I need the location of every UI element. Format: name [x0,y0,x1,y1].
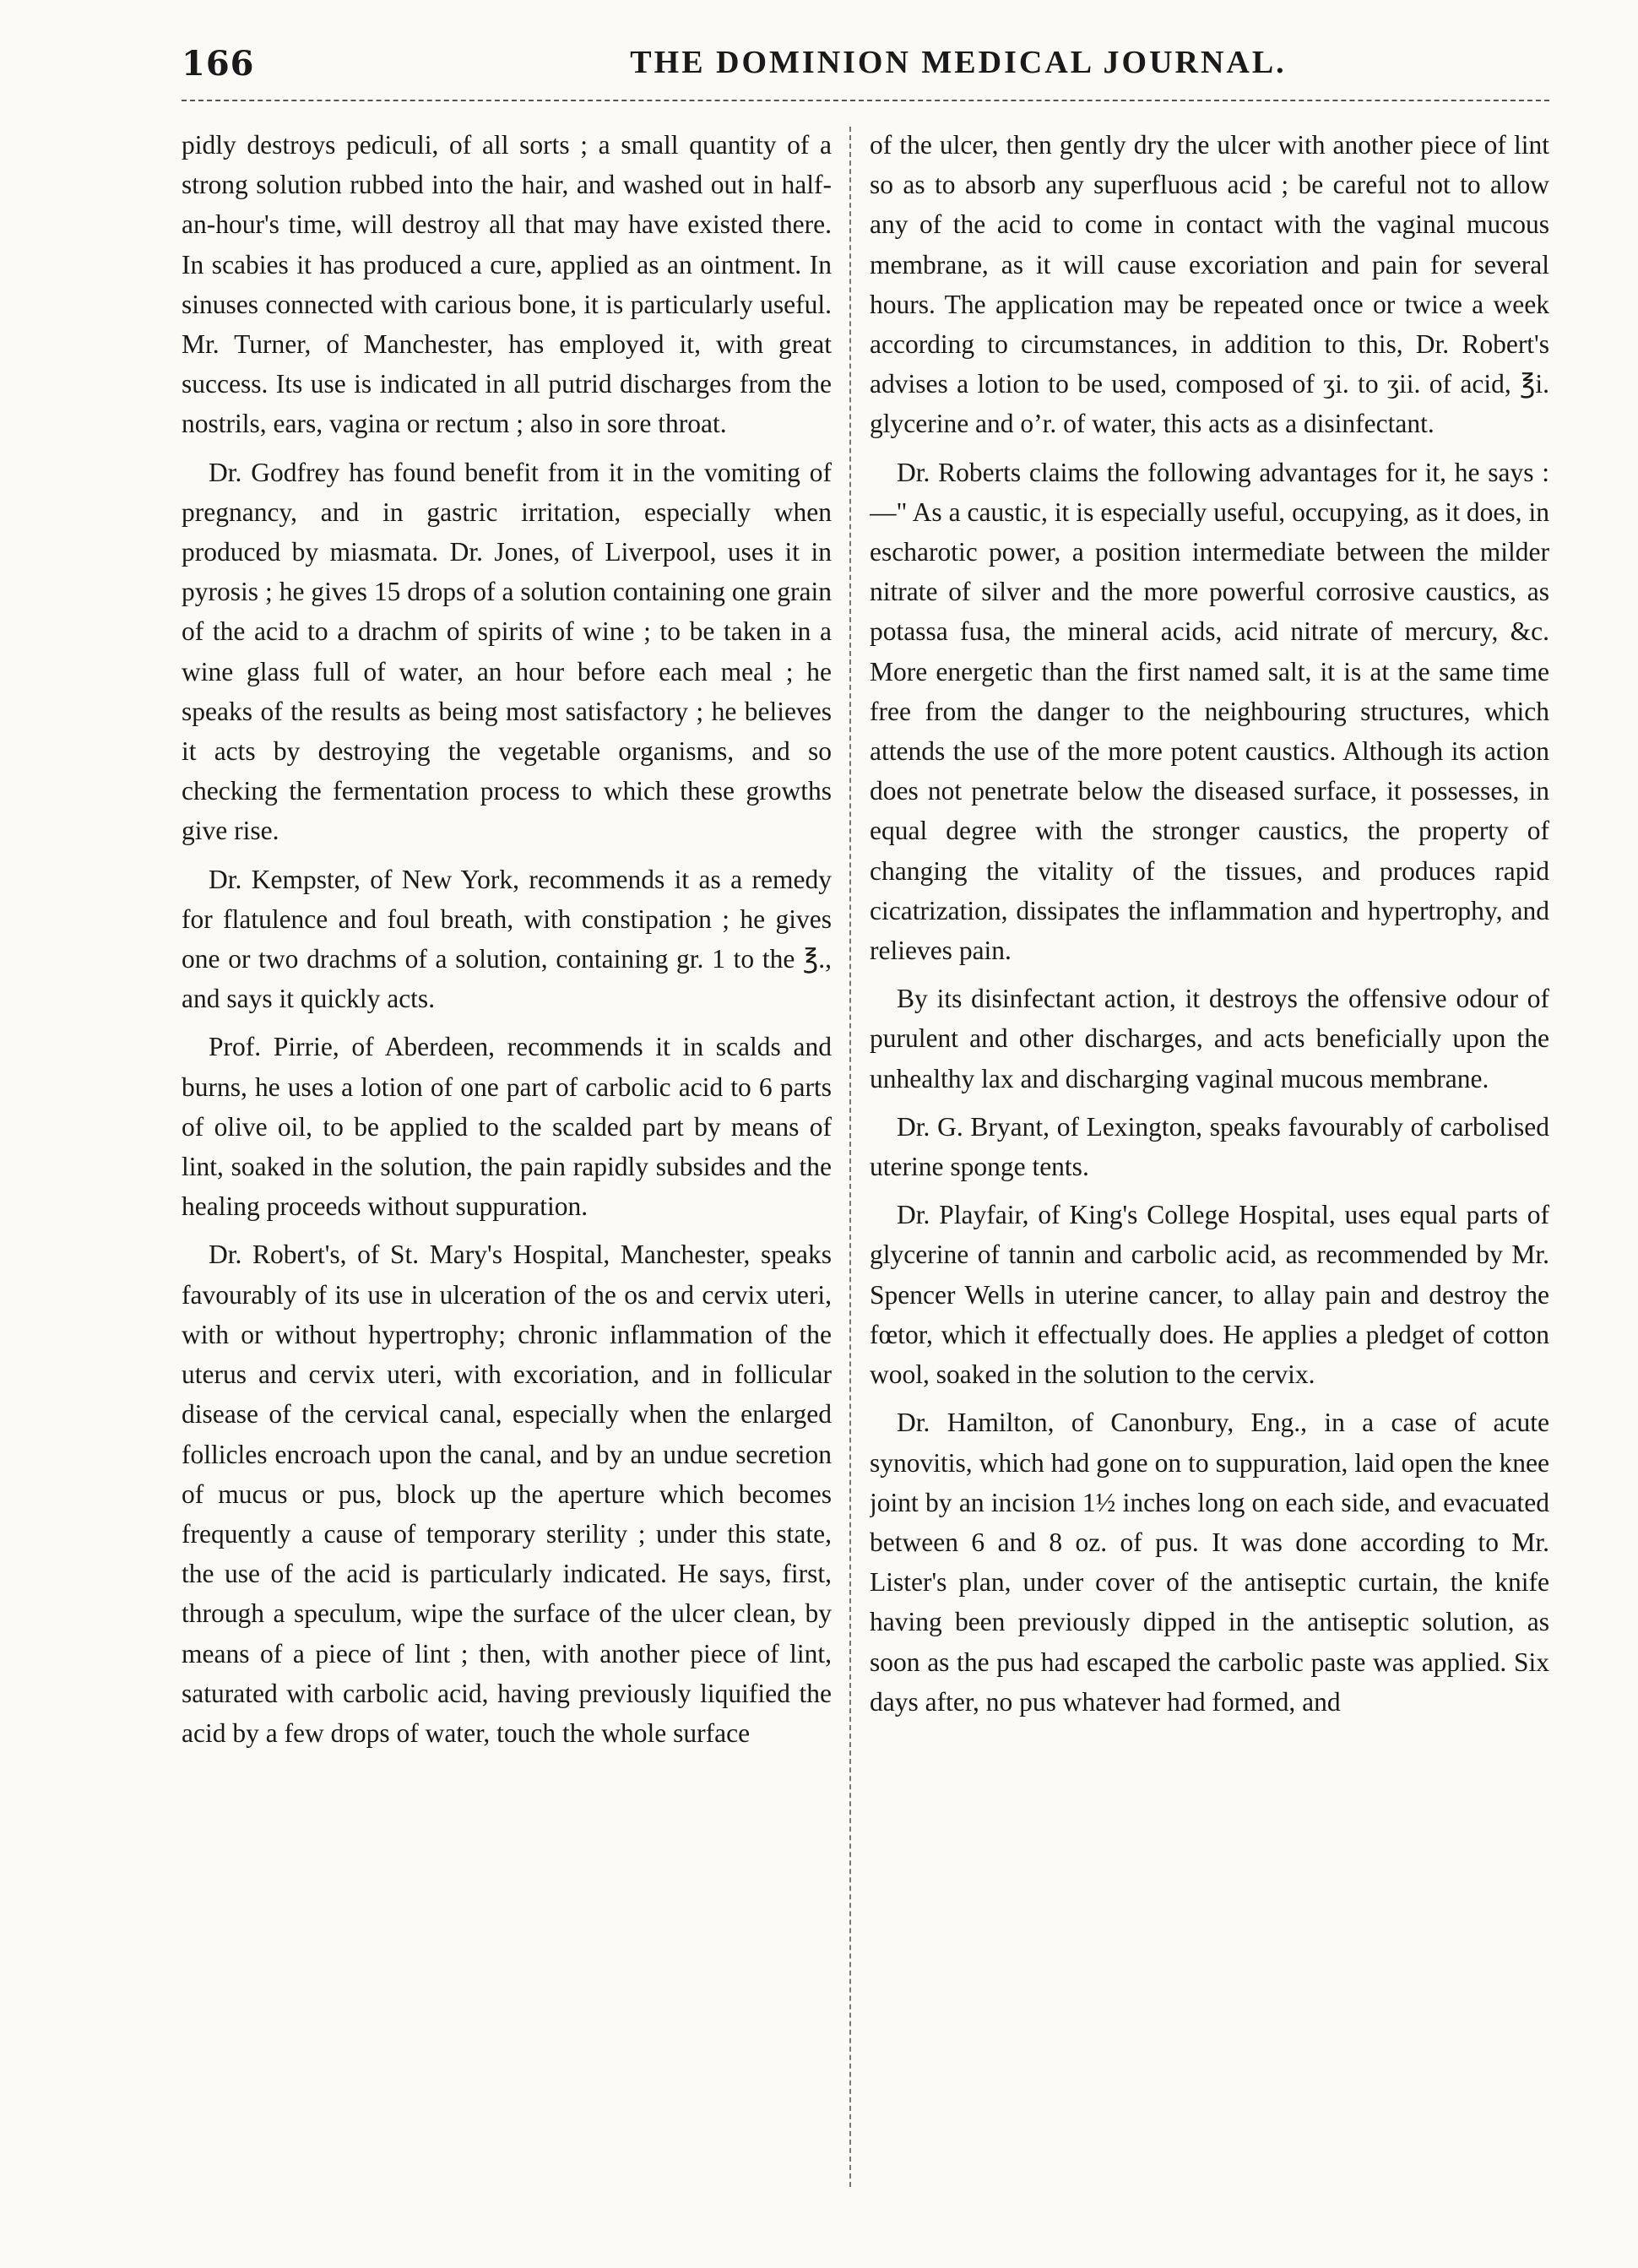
running-title: THE DOMINION MEDICAL JOURNAL. [630,45,1287,80]
paragraph: Dr. Hamilton, of Canonbury, Eng., in a case of acute synovitis, which had gone on to suppuration, laid open the knee joint by an incision 1½ inches long on each side, and evacuated between 6 and 8 oz. of pus. It was done according to Mr. Lister's plan, under cover of the antiseptic curtain, the knife having been previously dipped in the antiseptic solution, as soon as the pus had escaped the carbolic paste was applied. Six days after, no pus whatever had formed, and [870,1408,1549,1717]
paragraph: By its disinfectant action, it destroys the offensive odour of purulent and other discharges, and acts beneficially upon the unhealthy lax and discharging vaginal mucous membrane. [870,984,1549,1093]
page-number: 166 [182,44,255,84]
header-rule [182,100,1549,101]
column-divider [849,127,851,2187]
paragraph: Dr. Robert's, of St. Mary's Hospital, Manchester, speaks favourably of its use in ulceration of the os and cervix uteri, with or without hypertrophy; chronic inflammation of the uterus and cervix uteri, with excoriation, and in follicular disease of the cervical canal, especially when the enlarged follicles encroach upon the canal, and by an undue secretion of mucus or pus, block up the aperture which becomes frequently a cause of temporary sterility ; under this state, the use of the acid is particularly indicated. He says, first, through a speculum, wipe the surface of the ulcer clean, by means of a piece of lint ; then, with another piece of lint, saturated with carbolic acid, having previously liquified the acid by a few drops of water, touch the whole surface [182,1240,832,1748]
paragraph: Dr. Kempster, of New York, recommends it as a remedy for flatulence and foul breath, with constipation ; he gives one or two drachms of a solution, containing gr. 1 to the ℥., and says it quickly acts. [182,864,832,1014]
paragraph: Dr. Roberts claims the following advantages for it, he says :—" As a caustic, it is especially useful, occupying, as it does, in escharotic power, a position intermediate between the milder nitrate of silver and the more powerful corrosive caustics, as potassa fusa, the mineral acids, acid nitrate of mercury, &c. More energetic than the first named salt, it is at the same time free from the danger to the neighbouring structures, which attends the use of the more potent caustics. Although its action does not penetrate below the diseased surface, it possesses, in equal degree with the stronger caustics, the property of changing the vitality of the tissues, and produces rapid cicatrization, dissipates the inflammation and hypertrophy, and relieves pain. [870,457,1549,966]
paragraph: of the ulcer, then gently dry the ulcer with another piece of lint so as to absorb any superfluous acid ; be careful not to allow any of the acid to come in contact with the vaginal mucous membrane, as it will cause excoriation and pain for several hours. The application may be repeated once or twice a week according to circumstances, in addition to this, Dr. Robert's advises a lotion to be used, composed of ʒi. to ʒii. of acid, ℥i. glycerine and oʼr. of water, this acts as a disinfectant. [870,130,1549,439]
paragraph: Dr. Playfair, of King's College Hospital, uses equal parts of glycerine of tannin and carbolic acid, as recommended by Mr. Spencer Wells in uterine cancer, to allay pain and destroy the fœtor, which it effectually does. He applies a pledget of cotton wool, soaked in the solution to the cervix. [870,1200,1549,1390]
paragraph: Prof. Pirrie, of Aberdeen, recommends it in scalds and burns, he uses a lotion of one part of carbolic acid to 6 parts of olive oil, to be applied to the scalded part by means of lint, soaked in the solution, the pain rapidly subsides and the healing proceeds without suppuration. [182,1032,832,1222]
left-column [182,125,832,2236]
paragraph: Dr. G. Bryant, of Lexington, speaks favourably of carbolised uterine sponge tents. [870,1111,1549,1182]
paragraph: pidly destroys pediculi, of all sorts ; a small quantity of a strong solution rubbed into the hair, and washed out in half-an-hour's time, will destroy all that may have existed there. In scabies it has produced a cure, applied as an ointment. In sinuses connected with carious bone, it is particularly useful. Mr. Turner, of Manchester, has employed it, with great success. Its use is indicated in all putrid discharges from the nostrils, ears, vagina or rectum ; also in sore throat. [182,130,832,439]
paragraph: Dr. Godfrey has found benefit from it in the vomiting of pregnancy, and in gastric irritation, especially when produced by miasmata. Dr. Jones, of Liverpool, uses it in pyrosis ; he gives 15 drops of a solution containing one grain of the acid to a drachm of spirits of wine ; to be taken in a wine glass full of water, an hour before each meal ; he speaks of the results as being most satisfactory ; he believes it acts by destroying the vegetable organisms, and so checking the fermentation process to which these growths give rise. [182,457,832,846]
right-column [870,125,1549,2236]
page-header [182,44,1549,95]
